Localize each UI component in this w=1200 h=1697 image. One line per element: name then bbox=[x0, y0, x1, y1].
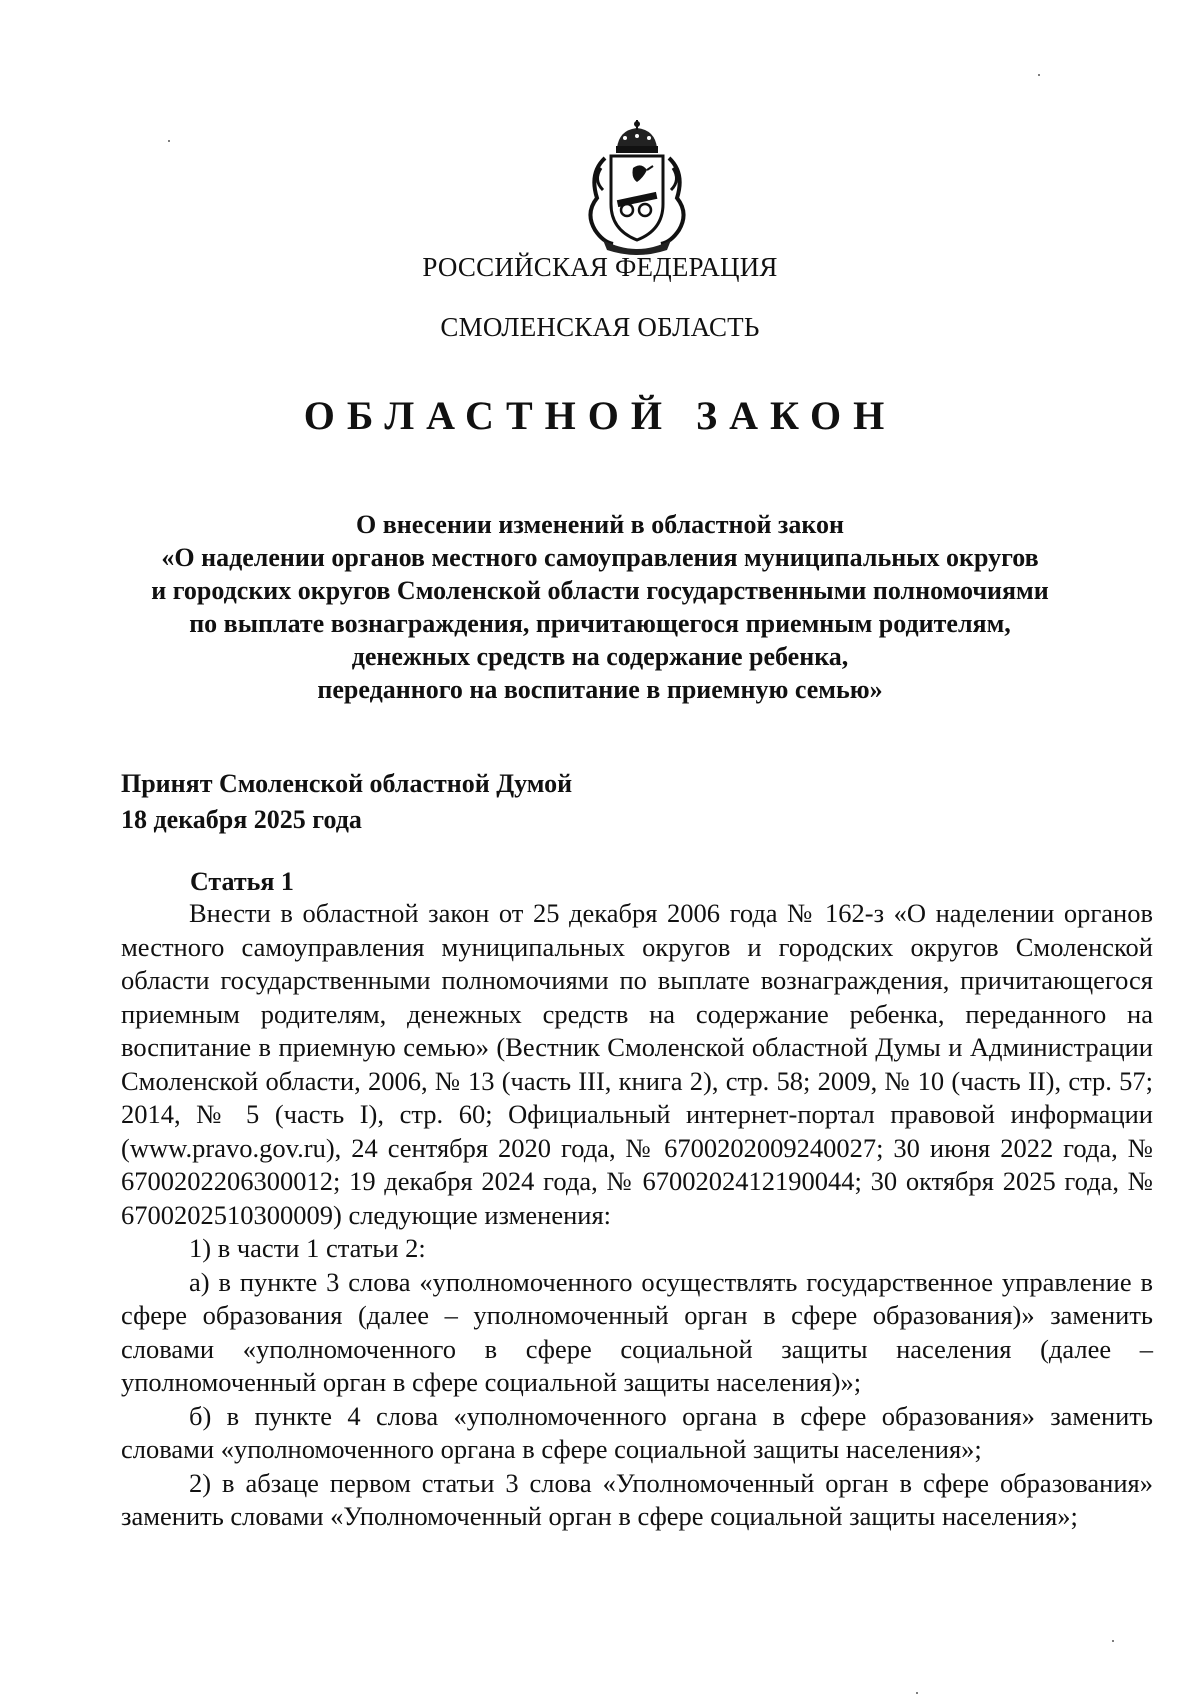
adoption-date: 18 декабря 2025 года bbox=[121, 805, 362, 834]
document-type: ОБЛАСТНОЙ ЗАКОН bbox=[303, 393, 897, 438]
title-line: и городских округов Смоленской области государственными полномочиями bbox=[151, 576, 1049, 605]
law-title bbox=[80, 508, 1120, 706]
title-line: денежных средств на содержание ребенка, bbox=[351, 642, 849, 671]
adoption-block bbox=[121, 766, 572, 838]
coat-of-arms-emblem bbox=[583, 118, 691, 258]
title-line: О внесении изменений в областной закон bbox=[355, 510, 845, 539]
article-heading: Статья 1 bbox=[190, 867, 294, 896]
scan-speck bbox=[1112, 1640, 1114, 1642]
title-line: переданного на воспитание в приемную семью» bbox=[317, 675, 883, 704]
article-body bbox=[121, 897, 1153, 1534]
article-paragraph: а) в пункте 3 слова «уполномоченного осуществлять государственное управление в сфере образования (далее – уполномоченный орган в сфере образования)» заменить словами «уполномоченного в сфере социальной защиты населения (далее – уполномоченный орган в сфере социальной защиты населения)»; bbox=[121, 1266, 1153, 1397]
scan-speck bbox=[1038, 74, 1040, 76]
crown-icon bbox=[616, 120, 658, 153]
title-line: «О наделении органов местного самоуправления муниципальных округов bbox=[161, 543, 1039, 572]
adoption-authority: Принят Смоленской областной Думой bbox=[121, 769, 573, 798]
article-paragraph: 1) в части 1 статьи 2: bbox=[189, 1233, 426, 1263]
article-paragraph: Внести в областной закон от 25 декабря 2006 года № 162-з «О наделении органов местного самоуправления муниципальных округов и городских округов Смоленской области государственными полномочиями по выплате вознаграждения, причитающегося приемным родителям, денежных средств на содержание ребенка, переданного на воспитание в приемную семью» (Вестник Смоленской областной Думы и Администрации Смоленской области, 2006, № 13 (часть III, книга 2), стр. 58; 2009, № 10 (часть II), стр. 57; 2014, № 5 (часть I), стр. 60; Официальный интернет-портал правовой информации (www.pravo.gov.ru), 24 сентября 2020 года, № 6700202009240027; 30 июня 2022 года, № 6700202206300012; 19 декабря 2024 года, № 6700202412190044; 30 октября 2025 года, № 6700202510300009) следующие изменения: bbox=[121, 898, 1153, 1230]
scan-speck bbox=[916, 1692, 918, 1694]
scan-speck bbox=[168, 140, 170, 142]
article-paragraph: б) в пункте 4 слова «уполномоченного органа в сфере образования» заменить словами «уполномоченного органа в сфере социальной защиты населения»; bbox=[121, 1400, 1153, 1464]
region-name: СМОЛЕНСКАЯ ОБЛАСТЬ bbox=[440, 312, 760, 342]
country-name: РОССИЙСКАЯ ФЕДЕРАЦИЯ bbox=[422, 252, 778, 282]
title-line: по выплате вознаграждения, причитающегося приемным родителям, bbox=[189, 609, 1011, 638]
article-paragraph: 2) в абзаце первом статьи 3 слова «Уполномоченный орган в сфере образования» заменить словами «Уполномоченный орган в сфере социальной защиты населения»; bbox=[121, 1467, 1153, 1531]
